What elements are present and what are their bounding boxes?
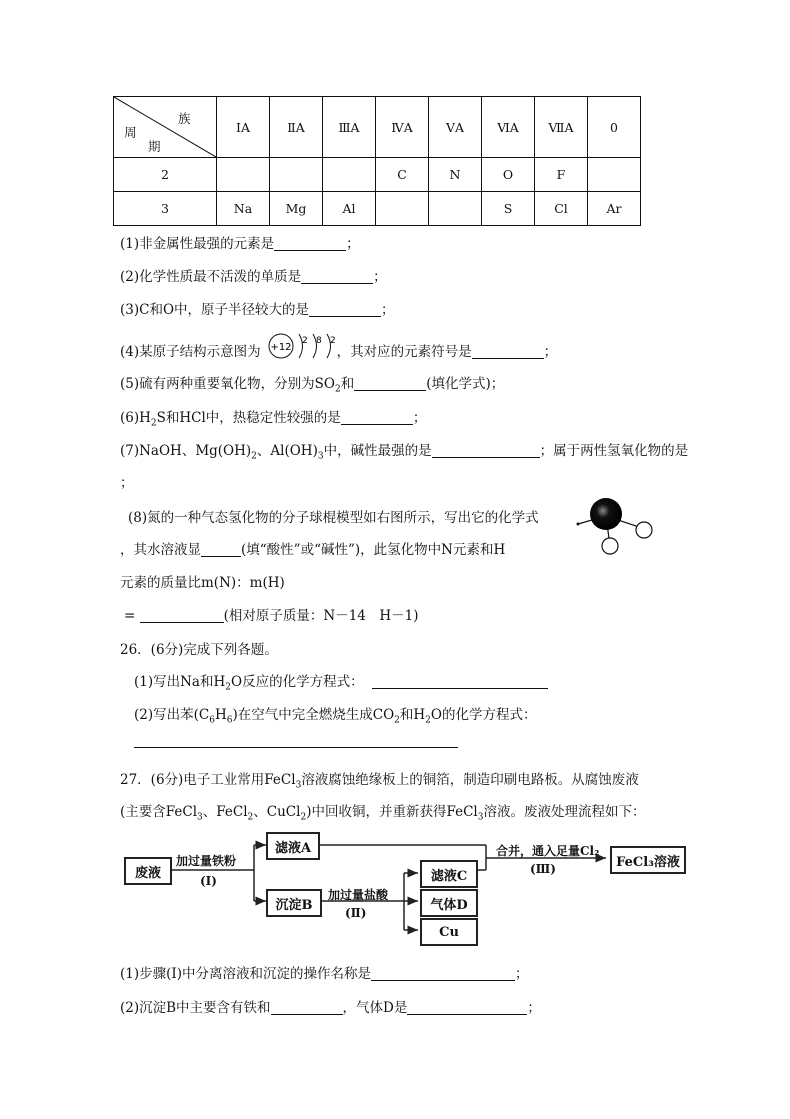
precipitate-b-box: 沉淀B <box>266 889 322 917</box>
element-cell: Al <box>323 192 376 226</box>
element-cell: Na <box>217 192 270 226</box>
q27-line-2: (主要含FeCl$_3$、FeCl$_2$、CuCl$_2$)中回收铜，并重新获得FeCl$_3$溶液。废液处理流程如下： <box>120 804 646 823</box>
step1-number: (Ⅰ) <box>200 874 217 888</box>
period-label-b: 期 <box>148 139 161 154</box>
element-cell: S <box>482 192 535 226</box>
q25-line-2: (2)化学性质最不活泼的单质是 ； <box>120 269 387 285</box>
group-header: ⅦA <box>535 97 588 158</box>
filtrate-c-box: 滤液C <box>420 860 478 888</box>
element-cell: F <box>535 158 588 192</box>
group-label: 族 <box>178 111 191 126</box>
filtrate-a-box: 滤液A <box>266 832 320 860</box>
answer-blank[interactable] <box>371 966 515 981</box>
element-cell: Ar <box>588 192 641 226</box>
group-header: ⅥA <box>482 97 535 158</box>
shell-electrons: 8 <box>316 336 322 346</box>
step3-number: (Ⅲ) <box>530 862 556 876</box>
period-label-a: 周 <box>124 125 137 140</box>
step1-label: 加过量铁粉 <box>176 854 237 868</box>
answer-blank[interactable] <box>407 1000 527 1015</box>
q25-line-8b: ，其水溶液显 (填“酸性”或“碱性”)，此氢化物中N元素和H <box>120 542 506 558</box>
nucleus-charge: +12 <box>270 342 292 353</box>
element-cell: Mg <box>270 192 323 226</box>
shell-electrons: 2 <box>302 336 308 346</box>
element-cell: C <box>376 158 429 192</box>
q25-line-3: (3)C和O中，原子半径较大的是 ； <box>120 302 395 318</box>
q26-line-2: (2)写出苯$(C_6H_6)$在空气中完全燃烧生成$CO_2$和$H_2O$的化学方程式： <box>134 707 537 726</box>
element-cell: O <box>482 158 535 192</box>
gas-d-box: 气体D <box>420 889 478 917</box>
q26-line-1: (1)写出Na和$H_2O$反应的化学方程式： <box>134 670 548 693</box>
q27-line-1: 27．(6分)电子工业常用FeCl$_3$溶液腐蚀绝缘板上的铜箔，制造印刷电路板。从腐蚀废液 <box>120 772 639 791</box>
step3-label: 合并，通入足量Cl₂ <box>496 844 600 858</box>
step2-number: (Ⅱ) <box>345 906 367 920</box>
q25-line-7-end: ； <box>120 475 134 491</box>
q25-line-8e: = (相对原子质量：N－14 H－1) <box>124 608 419 624</box>
q25-line-7: (7)NaOH、$Mg(OH)_2$、$Al(OH)_3$中，碱性最强的是 ；属于两性氢氧化物的是 <box>120 443 689 462</box>
shell-electrons: 2 <box>330 336 336 346</box>
copper-box: Cu <box>420 918 478 946</box>
group-header: ⅣA <box>376 97 429 158</box>
q25-line-4: (4)某原子结构示意图为 ，其对应的元素符号是 ； <box>120 344 558 360</box>
element-cell: N <box>429 158 482 192</box>
answer-blank[interactable] <box>271 1000 343 1015</box>
q25-line-1: (1)非金属性最强的元素是 ； <box>120 236 360 252</box>
period-cell: 3 <box>114 192 217 226</box>
period-cell: 2 <box>114 158 217 192</box>
group-header: 0 <box>588 97 641 158</box>
group-header: ⅠA <box>217 97 270 158</box>
group-header: ⅡA <box>270 97 323 158</box>
group-header: ⅢA <box>323 97 376 158</box>
q25-line-6: $(6)H_2S$和HCl中，热稳定性较强的是 ； <box>120 410 427 429</box>
step2-label: 加过量盐酸 <box>328 888 389 902</box>
fecl3-solution-box: FeCl₃溶液 <box>610 846 686 874</box>
q26-title: 26．(6分)完成下列各题。 <box>120 642 278 658</box>
q27-question-2: (2)沉淀B中主要含有铁和 ，气体D是 ； <box>120 1000 541 1016</box>
group-header: ⅤA <box>429 97 482 158</box>
q25-line-5: (5)硫有两种重要氧化物，分别为$SO_2$和 (填化学式)； <box>120 376 505 395</box>
waste-liquid-box: 废液 <box>124 857 172 885</box>
q25-line-8a: (8)氮的一种气态氢化物的分子球棍模型如右图所示，写出它的化学式 <box>128 510 539 526</box>
q27-question-1: (1)步骤(Ⅰ)中分离溶液和沉淀的操作名称是 ； <box>120 966 529 982</box>
element-cell: Cl <box>535 192 588 226</box>
q25-line-8d: 元素的质量比m(N)：m(H) <box>120 575 285 591</box>
